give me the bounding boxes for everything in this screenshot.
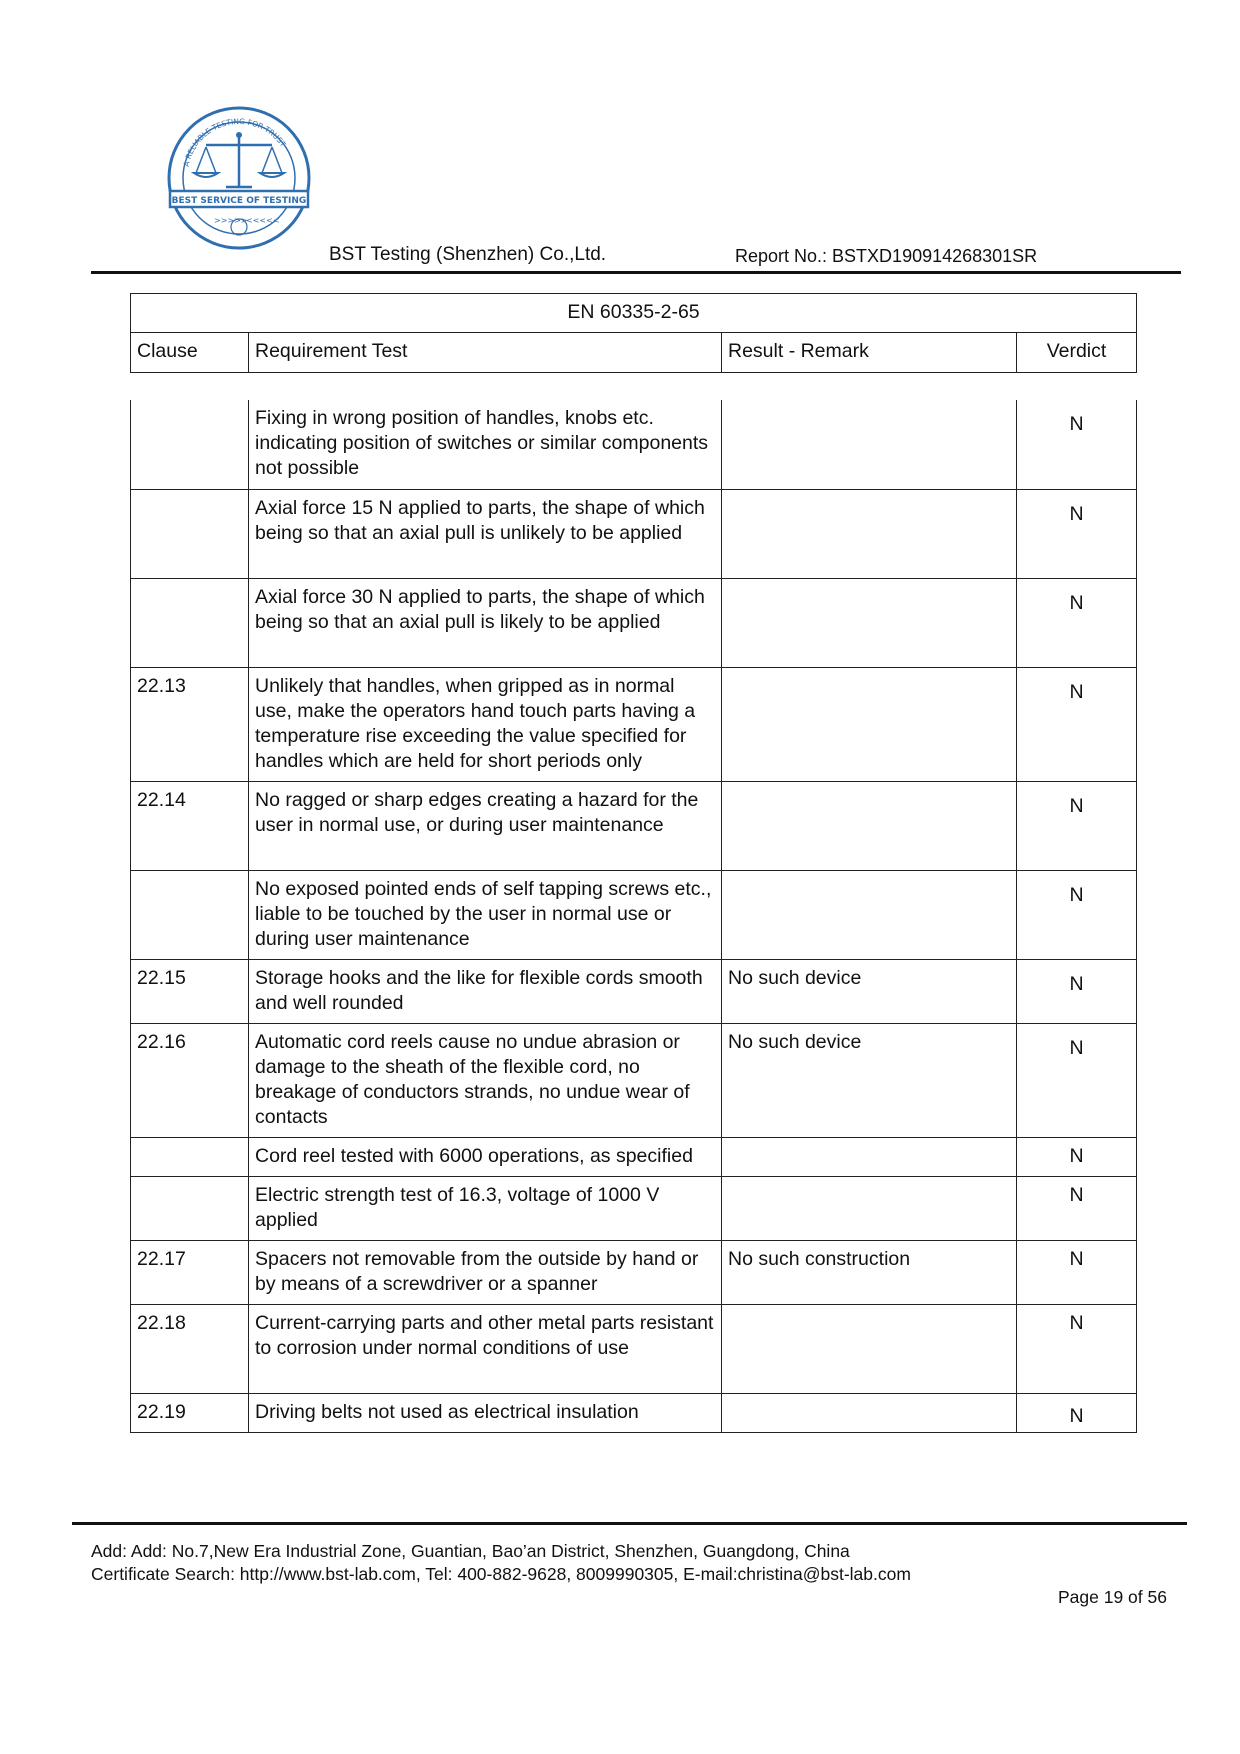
- requirement-cell: Automatic cord reels cause no undue abrasion or damage to the sheath of the flexible cord, no breakage of conductors strands, no undue wear of contacts: [249, 1023, 722, 1137]
- requirement-cell: Fixing in wrong position of handles, knobs etc. indicating position of switches or similar components not possible: [249, 400, 722, 489]
- requirement-cell: Axial force 30 N applied to parts, the shape of which being so that an axial pull is likely to be applied: [249, 578, 722, 667]
- table-header: [130, 293, 1137, 373]
- table-row: [131, 1240, 1137, 1304]
- clause-cell: [131, 1176, 249, 1240]
- table-row: [131, 1137, 1137, 1176]
- requirement-cell: No ragged or sharp edges creating a hazard for the user in normal use, or during user maintenance: [249, 781, 722, 870]
- standard-title: EN 60335-2-65: [131, 294, 1137, 333]
- report-number: Report No.: BSTXD190914268301SR: [735, 246, 1038, 266]
- clause-cell: 22.16: [131, 1023, 249, 1137]
- verdict-cell: N: [1017, 1393, 1137, 1432]
- verdict-cell: N: [1017, 1176, 1137, 1240]
- requirement-cell: Electric strength test of 16.3, voltage of 1000 V applied: [249, 1176, 722, 1240]
- column-header-requirement: Requirement Test: [249, 333, 722, 373]
- clause-cell: [131, 578, 249, 667]
- footer-address-block: [91, 1540, 911, 1586]
- verdict-cell: N: [1017, 1240, 1137, 1304]
- remark-cell: [722, 1176, 1017, 1240]
- table-row: [131, 578, 1137, 667]
- requirement-cell: Driving belts not used as electrical insulation: [249, 1393, 722, 1432]
- svg-text:A RELIABLE TESTING FOR TRUST: A RELIABLE TESTING FOR TRUST: [181, 116, 288, 168]
- requirement-cell: Storage hooks and the like for flexible cords smooth and well rounded: [249, 959, 722, 1023]
- verdict-cell: N: [1017, 959, 1137, 1023]
- table-row: [131, 667, 1137, 781]
- table-row: [131, 1023, 1137, 1137]
- verdict-cell: N: [1017, 1137, 1137, 1176]
- svg-text:BEST SERVICE OF TESTING: BEST SERVICE OF TESTING: [171, 196, 307, 206]
- table-row: [131, 1304, 1137, 1393]
- remark-cell: No such device: [722, 1023, 1017, 1137]
- remark-cell: [722, 870, 1017, 959]
- remark-cell: [722, 781, 1017, 870]
- remark-cell: [722, 1393, 1017, 1432]
- clause-cell: 22.19: [131, 1393, 249, 1432]
- svg-text:>>>>>: >>>>>: [214, 216, 248, 225]
- clause-cell: [131, 400, 249, 489]
- requirement-cell: Current-carrying parts and other metal parts resistant to corrosion under normal conditions of use: [249, 1304, 722, 1393]
- footer-address: Add: Add: No.7,New Era Industrial Zone, Guantian, Bao’an District, Shenzhen, Guangdong, China: [91, 1541, 850, 1561]
- clause-cell: 22.14: [131, 781, 249, 870]
- clause-cell: [131, 1137, 249, 1176]
- verdict-cell: N: [1017, 870, 1137, 959]
- remark-cell: [722, 400, 1017, 489]
- page-number: Page 19 of 56: [1058, 1587, 1167, 1607]
- svg-text:<<<<<: <<<<<: [246, 216, 280, 225]
- verdict-cell: N: [1017, 1023, 1137, 1137]
- table-row: [131, 400, 1137, 489]
- clause-cell: [131, 489, 249, 578]
- requirement-cell: Spacers not removable from the outside by hand or by means of a screwdriver or a spanner: [249, 1240, 722, 1304]
- remark-cell: [722, 1304, 1017, 1393]
- column-header-verdict: Verdict: [1017, 333, 1137, 373]
- table-row: [131, 870, 1137, 959]
- clause-cell: 22.18: [131, 1304, 249, 1393]
- remark-cell: [722, 578, 1017, 667]
- clause-cell: 22.13: [131, 667, 249, 781]
- requirement-cell: Cord reel tested with 6000 operations, as specified: [249, 1137, 722, 1176]
- requirement-cell: Unlikely that handles, when gripped as in normal use, make the operators hand touch parts having a temperature rise exceeding the value specified for handles which are held for short periods only: [249, 667, 722, 781]
- table-row: [131, 959, 1137, 1023]
- requirements-table: [130, 400, 1137, 1433]
- verdict-cell: N: [1017, 400, 1137, 489]
- table-row: [131, 1176, 1137, 1240]
- remark-cell: No such device: [722, 959, 1017, 1023]
- table-row: [131, 781, 1137, 870]
- requirement-cell: No exposed pointed ends of self tapping screws etc., liable to be touched by the user in normal use or during user maintenance: [249, 870, 722, 959]
- verdict-cell: N: [1017, 667, 1137, 781]
- footer-divider: [72, 1522, 1187, 1525]
- footer-contact: Certificate Search: http://www.bst-lab.com, Tel: 400-882-9628, 8009990305, E-mail:christina@bst-lab.com: [91, 1564, 911, 1584]
- column-header-clause: Clause: [131, 333, 249, 373]
- clause-cell: 22.15: [131, 959, 249, 1023]
- verdict-cell: N: [1017, 781, 1137, 870]
- header-divider: [91, 271, 1181, 274]
- requirement-cell: Axial force 15 N applied to parts, the shape of which being so that an axial pull is unlikely to be applied: [249, 489, 722, 578]
- table-row: [131, 1393, 1137, 1432]
- verdict-cell: N: [1017, 489, 1137, 578]
- company-name: BST Testing (Shenzhen) Co.,Ltd.: [329, 244, 607, 265]
- company-seal-logo: [166, 105, 312, 251]
- column-header-remark: Result - Remark: [722, 333, 1017, 373]
- clause-cell: 22.17: [131, 1240, 249, 1304]
- verdict-cell: N: [1017, 578, 1137, 667]
- remark-cell: [722, 1137, 1017, 1176]
- remark-cell: [722, 667, 1017, 781]
- clause-cell: [131, 870, 249, 959]
- verdict-cell: N: [1017, 1304, 1137, 1393]
- remark-cell: No such construction: [722, 1240, 1017, 1304]
- table-row: [131, 489, 1137, 578]
- remark-cell: [722, 489, 1017, 578]
